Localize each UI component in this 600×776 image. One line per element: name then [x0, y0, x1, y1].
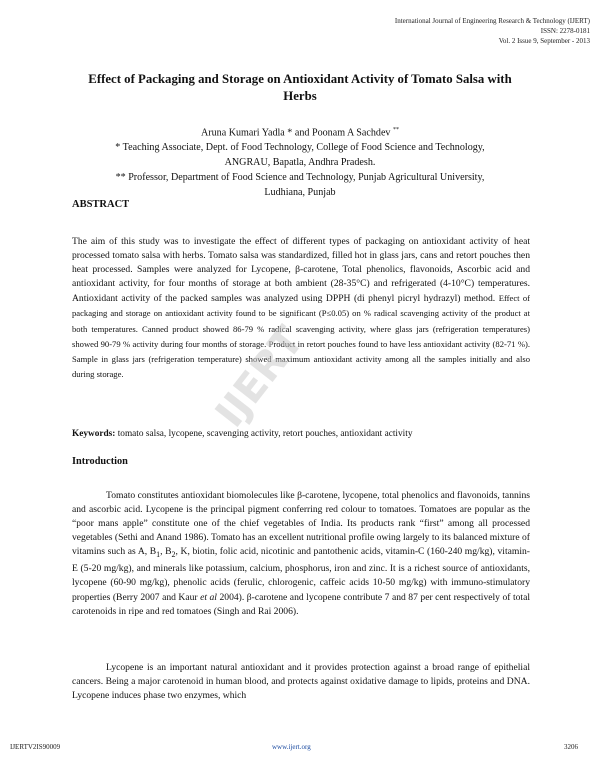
affiliation-1-line-2: ANGRAU, Bapatla, Andhra Pradesh.: [224, 157, 376, 169]
intro-p1-b: , B: [160, 546, 172, 558]
affiliation-1-line-1: * Teaching Associate, Dept. of Food Technology, College of Food Science and Technology,: [115, 142, 485, 154]
keywords-text: tomato salsa, lycopene, scavenging activity, retort pouches, antioxidant activity: [117, 429, 413, 439]
author-block: [60, 123, 540, 200]
author-names: [60, 123, 540, 140]
introduction-heading: Introduction: [72, 456, 128, 467]
author-names-sup: **: [393, 127, 400, 133]
footer-website-link[interactable]: www.ijert.org: [272, 743, 311, 751]
journal-issn: ISSN: 2278-0181: [540, 27, 590, 35]
keywords: [72, 428, 530, 440]
title-line-2: Herbs: [283, 89, 317, 103]
intro-p2-text: Lycopene is an important natural antioxidant and it provides protection against a broad range of epithelial cancers. Being a major carotenoid in human blood, and protects against oxidative damage to lipids, proteins and DNA. Lycopene induces phase two enzymes, which: [72, 662, 530, 702]
journal-volume: Vol. 2 Issue 9, September - 2013: [498, 37, 590, 45]
intro-p1-d: 2004). β-carotene and lycopene contribute 7 and 87 per cent respectively of total carotenoids in ripe and red tomatoes (Singh and Rai 2006).: [72, 591, 530, 617]
watermark-logo: IJERT: [206, 318, 313, 437]
introduction-paragraph-1: [72, 489, 530, 619]
abstract-heading: ABSTRACT: [72, 199, 130, 210]
intro-p1-a: Tomato constitutes antioxidant biomolecules like β-carotene, lycopene, total phenolics and flavonoids, tannins and ascorbic acid. Lycopene is the principal pigment conferring red colour to tomatoes. Tomatoes are popular as the “poor mans apple” constitute one of the chief vegetables of India. Its products rank “first” among all processed vegetables (Sethi and Anand 1986). Tomato has an excellent nutritional profile owing largely to its balanced mixture of vitamins such as A, B: [72, 490, 530, 558]
abstract-text-a: The aim of this study was to investigate the effect of different types of packaging on antioxidant activity of heat processed tomato salsa with herbs. Tomato salsa was standardized, filled hot in glass jars, cans and retort pouches then heat processed. Samples were analyzed for Lycopene, β-carotene, Total phenolics, flavonoids, Ascorbic acid and antioxidant activity, for four months of storage at both ambient (28-35°C) and refrigerated (4-10°C) temperatures. Antioxidant activity of the packed samples was analyzed using DPPH (di phenyl picryl hydrazyl) method.: [72, 236, 530, 305]
introduction-paragraph-2: [72, 661, 530, 703]
author-names-text: Aruna Kumari Yadla * and Poonam A Sachdev: [200, 127, 391, 139]
intro-p1-c: , K, biotin, folic acid, nicotinic and pantothenic acids, vitamin-C (160-240 mg/kg), vitamin-E (5-20 mg/kg), and minerals like potassium, calcium, phosphorus, iron and zinc. It is a richest source of antioxidants, lycopene (60-90 mg/kg), phenolic acids (ferulic, chlorogenic, caffeic acids 10-50 mg/kg) with immuno-stimulatory properties (Berry 2007 and Kaur: [72, 546, 530, 603]
abstract-text: [72, 235, 530, 382]
title-line-1: Effect of Packaging and Storage on Antioxidant Activity of Tomato Salsa with: [88, 72, 512, 86]
affiliation-2-line-2: Ludhiana, Punjab: [264, 187, 336, 199]
intro-p1-sub2: 2: [171, 550, 176, 560]
footer-page-number: 3206: [564, 743, 578, 751]
intro-p1-sub1: 1: [156, 550, 161, 560]
abstract-text-b: Effect of packaging and storage on antioxidant activity found to be significant (P≤0.05) on % radical scavenging activity of the product at both temperatures. Canned product showed 86-79 % radical scavenging activity, where glass jars (refrigeration temperatures) showed 90-79 % activity during four months of storage. Product in retort pouches found to have less antioxidant activity (82-71 %). Sample in glass jars (refrigeration temperature) showed maximum antioxidant activity among all the samples initially and also during storage.: [72, 293, 530, 379]
journal-header: [395, 16, 590, 46]
keywords-label: Keywords:: [72, 429, 116, 439]
footer-paper-id: IJERTV2IS90009: [10, 743, 61, 751]
affiliation-2-line-1: ** Professor, Department of Food Science and Technology, Punjab Agricultural University,: [115, 172, 485, 184]
intro-p1-etal: et al: [200, 591, 217, 603]
journal-name: International Journal of Engineering Research & Technology (IJERT): [394, 17, 590, 25]
paper-title: [60, 71, 540, 105]
